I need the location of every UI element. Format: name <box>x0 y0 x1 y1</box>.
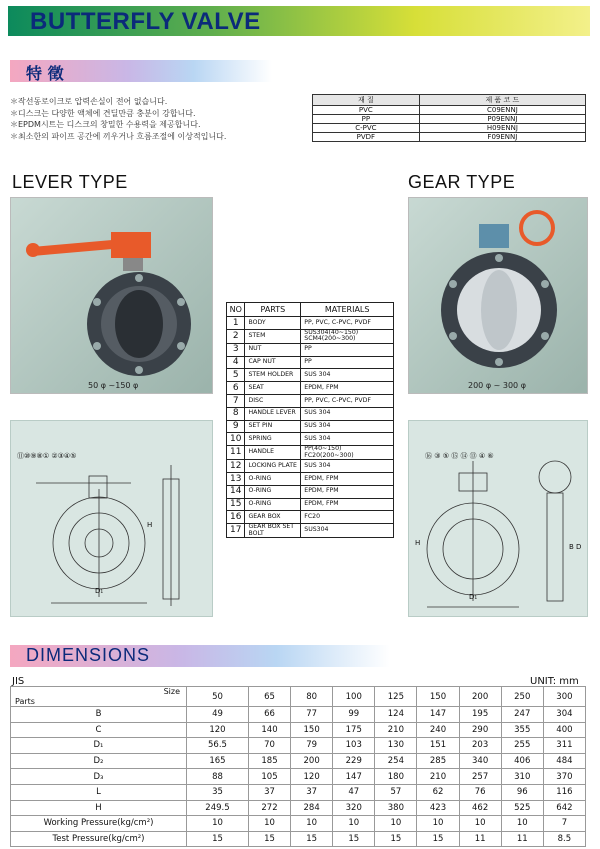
part-no: 14 <box>227 485 245 498</box>
part-no: 17 <box>227 524 245 538</box>
part-name: SPRING <box>245 433 301 446</box>
dimension-value: 8.5 <box>543 831 585 847</box>
dimension-value: 77 <box>291 707 333 723</box>
lever-d1-label: D₁ <box>95 587 104 595</box>
dimension-value: 66 <box>248 707 290 723</box>
dimension-value: 124 <box>375 707 417 723</box>
part-no: 15 <box>227 498 245 511</box>
size-parts-corner <box>11 687 187 707</box>
size-col: 250 <box>501 687 543 707</box>
part-no: 4 <box>227 356 245 369</box>
dimension-value: 70 <box>248 738 290 754</box>
features-list <box>10 96 300 142</box>
part-name: O-RING <box>245 498 301 511</box>
dimension-row <box>11 769 586 785</box>
gear-callout-numbers: ⑯ ③ ⑤ ⑮ ⑭ ⑬ ④ ⑥ <box>425 452 494 460</box>
dimension-value: 240 <box>417 722 459 738</box>
part-material: SUS 304 <box>301 369 394 382</box>
dimension-value: 49 <box>187 707 249 723</box>
code-material: PVDF <box>313 133 420 142</box>
dimension-value: 57 <box>375 784 417 800</box>
part-name: LOCKING PLATE <box>245 460 301 473</box>
feature-item: ＊작선동로이크로 압력손실이 전어 없습니다. <box>10 97 168 106</box>
lever-h-label: H <box>147 521 153 529</box>
dimension-value: 185 <box>248 753 290 769</box>
dimension-value: 37 <box>248 784 290 800</box>
gear-size-caption: 200 φ ~ 300 φ <box>468 381 526 390</box>
dimension-value: 96 <box>501 784 543 800</box>
dimension-value: 103 <box>333 738 375 754</box>
gear-drawing <box>408 420 588 617</box>
dimension-value: 355 <box>501 722 543 738</box>
dimension-value: 423 <box>417 800 459 816</box>
part-name: STEM HOLDER <box>245 369 301 382</box>
gear-d1-label: D₁ <box>469 593 478 601</box>
dimension-value: 284 <box>291 800 333 816</box>
dimension-value: 210 <box>417 769 459 785</box>
part-material: FC20 <box>301 511 394 524</box>
dimension-value: 10 <box>248 816 290 832</box>
dimension-label: C <box>11 722 187 738</box>
dimension-value: 400 <box>543 722 585 738</box>
size-col: 200 <box>459 687 501 707</box>
size-col: 65 <box>248 687 290 707</box>
dimension-value: 10 <box>501 816 543 832</box>
dimension-value: 62 <box>417 784 459 800</box>
dimension-row <box>11 784 586 800</box>
gear-valve-image <box>409 198 589 395</box>
dimension-value: 105 <box>248 769 290 785</box>
part-no: 6 <box>227 382 245 395</box>
code-header-code: 제 품 코 드 <box>419 95 585 106</box>
feature-item: ＊디스크는 다양한 액체에 견딜만큼 충분이 강합니다. <box>10 108 196 118</box>
part-no: 1 <box>227 317 245 330</box>
part-no: 10 <box>227 433 245 446</box>
part-no: 12 <box>227 460 245 473</box>
parts-header-no: NO <box>227 303 245 317</box>
lever-drawing <box>10 420 213 617</box>
dimension-row <box>11 738 586 754</box>
dimension-value: 642 <box>543 800 585 816</box>
dimension-value: 257 <box>459 769 501 785</box>
dimension-value: 249.5 <box>187 800 249 816</box>
dimension-value: 7 <box>543 816 585 832</box>
dimension-value: 229 <box>333 753 375 769</box>
dimension-value: 311 <box>543 738 585 754</box>
part-name: NUT <box>245 343 301 356</box>
dimension-label: B <box>11 707 187 723</box>
size-col: 100 <box>333 687 375 707</box>
part-name: GEAR BOX SET BOLT <box>245 524 301 538</box>
part-name: SET PIN <box>245 420 301 433</box>
dimension-value: 120 <box>291 769 333 785</box>
part-name: SEAT <box>245 382 301 395</box>
dimension-label: Working Pressure(kg/cm²) <box>11 816 187 832</box>
part-name: HANDLE LEVER <box>245 407 301 420</box>
size-col: 300 <box>543 687 585 707</box>
part-name: GEAR BOX <box>245 511 301 524</box>
code-material: PP <box>313 115 420 124</box>
lever-type-title: LEVER TYPE <box>12 172 128 192</box>
dimensions-table <box>10 686 586 847</box>
part-material: SUS 304 <box>301 433 394 446</box>
dimension-value: 11 <box>501 831 543 847</box>
dimension-value: 310 <box>501 769 543 785</box>
lever-valve-image <box>11 198 214 395</box>
dimension-row <box>11 816 586 832</box>
size-col: 80 <box>291 687 333 707</box>
dimension-value: 88 <box>187 769 249 785</box>
dimension-row <box>11 707 586 723</box>
dimension-label: Test Pressure(kg/cm²) <box>11 831 187 847</box>
parts-header-parts: PARTS <box>245 303 301 317</box>
part-name: O-RING <box>245 472 301 485</box>
dimension-value: 147 <box>417 707 459 723</box>
lever-callout-numbers: ⑪⑩⑨⑧① ②③④⑤ <box>17 452 77 460</box>
dimension-value: 150 <box>291 722 333 738</box>
dimension-value: 10 <box>459 816 501 832</box>
part-no: 16 <box>227 511 245 524</box>
size-label: Size <box>163 687 180 696</box>
code-header-material: 재 질 <box>313 95 420 106</box>
code-material: PVC <box>313 106 420 115</box>
part-no: 3 <box>227 343 245 356</box>
dimension-value: 10 <box>333 816 375 832</box>
features-header <box>10 60 272 82</box>
dimension-value: 35 <box>187 784 249 800</box>
part-material: PP, PVC, C-PVC, PVDF <box>301 394 394 407</box>
dimension-value: 130 <box>375 738 417 754</box>
dimension-value: 370 <box>543 769 585 785</box>
dimension-value: 15 <box>333 831 375 847</box>
dimension-value: 254 <box>375 753 417 769</box>
dimension-value: 76 <box>459 784 501 800</box>
dimensions-heading: DIMENSIONS <box>26 645 151 665</box>
dimension-label: H <box>11 800 187 816</box>
dimension-value: 10 <box>187 816 249 832</box>
parts-materials-table <box>226 302 394 538</box>
dimension-value: 15 <box>375 831 417 847</box>
code-material: C-PVC <box>313 124 420 133</box>
part-name: BODY <box>245 317 301 330</box>
part-material: PP, PVC, C-PVC, PVDF <box>301 317 394 330</box>
dimension-value: 525 <box>501 800 543 816</box>
part-material: EPDM, FPM <box>301 382 394 395</box>
features-heading: 特 徵 <box>26 64 64 83</box>
dimension-row <box>11 722 586 738</box>
dimension-value: 200 <box>291 753 333 769</box>
dimension-value: 116 <box>543 784 585 800</box>
dimension-value: 290 <box>459 722 501 738</box>
title-banner <box>8 6 590 36</box>
part-no: 2 <box>227 329 245 343</box>
dimension-value: 285 <box>417 753 459 769</box>
dimension-value: 210 <box>375 722 417 738</box>
dimension-value: 99 <box>333 707 375 723</box>
dimension-row <box>11 800 586 816</box>
code-value: P09ENNJ <box>419 115 585 124</box>
lever-size-caption: 50 φ ~150 φ <box>88 381 139 390</box>
part-name: CAP NUT <box>245 356 301 369</box>
dimension-value: 10 <box>291 816 333 832</box>
dimension-value: 37 <box>291 784 333 800</box>
part-material: SUS304 <box>301 524 394 538</box>
dimension-value: 484 <box>543 753 585 769</box>
part-material: EPDM, FPM <box>301 498 394 511</box>
dimension-value: 462 <box>459 800 501 816</box>
code-value: C09ENNJ <box>419 106 585 115</box>
dimension-value: 380 <box>375 800 417 816</box>
part-no: 13 <box>227 472 245 485</box>
dimension-value: 165 <box>187 753 249 769</box>
part-name: O-RING <box>245 485 301 498</box>
standard-label: JIS <box>12 676 25 687</box>
dimension-value: 304 <box>543 707 585 723</box>
lever-drawing-lines <box>11 421 214 618</box>
dimension-value: 140 <box>248 722 290 738</box>
part-material: PP <box>301 356 394 369</box>
code-value: H09ENNJ <box>419 124 585 133</box>
dimension-value: 180 <box>375 769 417 785</box>
dimension-value: 272 <box>248 800 290 816</box>
part-no: 11 <box>227 446 245 460</box>
dimension-value: 15 <box>291 831 333 847</box>
dimension-value: 151 <box>417 738 459 754</box>
feature-item: ＊최소한의 파이프 공간에 끼우거나 흐름조절에 이상적입니다. <box>10 131 227 141</box>
size-col: 125 <box>375 687 417 707</box>
part-name: STEM <box>245 329 301 343</box>
dimensions-header <box>10 645 390 667</box>
dimension-value: 203 <box>459 738 501 754</box>
dimension-value: 56.5 <box>187 738 249 754</box>
gear-h-label: H <box>415 539 421 547</box>
gear-type-title: GEAR TYPE <box>408 172 516 192</box>
part-material: SUS 304 <box>301 460 394 473</box>
unit-label: UNIT: mm <box>530 676 579 687</box>
dimension-value: 79 <box>291 738 333 754</box>
parts-header-materials: MATERIALS <box>301 303 394 317</box>
dimension-value: 15 <box>248 831 290 847</box>
product-code-table <box>312 94 586 142</box>
part-material: EPDM, FPM <box>301 485 394 498</box>
part-material: SUS304(40~150) SCM4(200~300) <box>301 329 394 343</box>
part-material: EPDM, FPM <box>301 472 394 485</box>
part-material: PP(40~150) FC20(200~300) <box>301 446 394 460</box>
dimension-value: 147 <box>333 769 375 785</box>
dimension-value: 11 <box>459 831 501 847</box>
parts-label: Parts <box>15 697 35 706</box>
dimension-value: 10 <box>417 816 459 832</box>
dimension-value: 120 <box>187 722 249 738</box>
part-no: 9 <box>227 420 245 433</box>
dimension-value: 47 <box>333 784 375 800</box>
dimension-value: 195 <box>459 707 501 723</box>
part-material: SUS 304 <box>301 407 394 420</box>
gear-valve-photo <box>408 197 588 394</box>
dimension-label: D₃ <box>11 769 187 785</box>
dimension-value: 320 <box>333 800 375 816</box>
part-material: SUS 304 <box>301 420 394 433</box>
dimension-value: 340 <box>459 753 501 769</box>
lever-valve-photo <box>10 197 213 394</box>
gear-drawing-lines <box>409 421 589 618</box>
feature-item: ＊EPDM시트는 디스크의 창밀한 수용력을 제공합니다. <box>10 120 201 130</box>
page-title: BUTTERFLY VALVE <box>30 8 261 35</box>
dimension-value: 10 <box>375 816 417 832</box>
dimensions-body <box>11 707 586 847</box>
part-name: DISC <box>245 394 301 407</box>
dimension-label: L <box>11 784 187 800</box>
part-no: 8 <box>227 407 245 420</box>
part-name: HANDLE <box>245 446 301 460</box>
size-col: 150 <box>417 687 459 707</box>
dimension-row <box>11 831 586 847</box>
part-material: PP <box>301 343 394 356</box>
dimension-value: 247 <box>501 707 543 723</box>
part-no: 5 <box>227 369 245 382</box>
dimension-value: 406 <box>501 753 543 769</box>
part-no: 7 <box>227 394 245 407</box>
dimension-value: 15 <box>187 831 249 847</box>
dimension-label: D₂ <box>11 753 187 769</box>
dimension-value: 175 <box>333 722 375 738</box>
gear-bd-label: B D <box>569 543 582 551</box>
dimension-label: D₁ <box>11 738 187 754</box>
dimension-row <box>11 753 586 769</box>
dimension-value: 15 <box>417 831 459 847</box>
dimension-value: 255 <box>501 738 543 754</box>
size-col: 50 <box>187 687 249 707</box>
code-value: F09ENNJ <box>419 133 585 142</box>
